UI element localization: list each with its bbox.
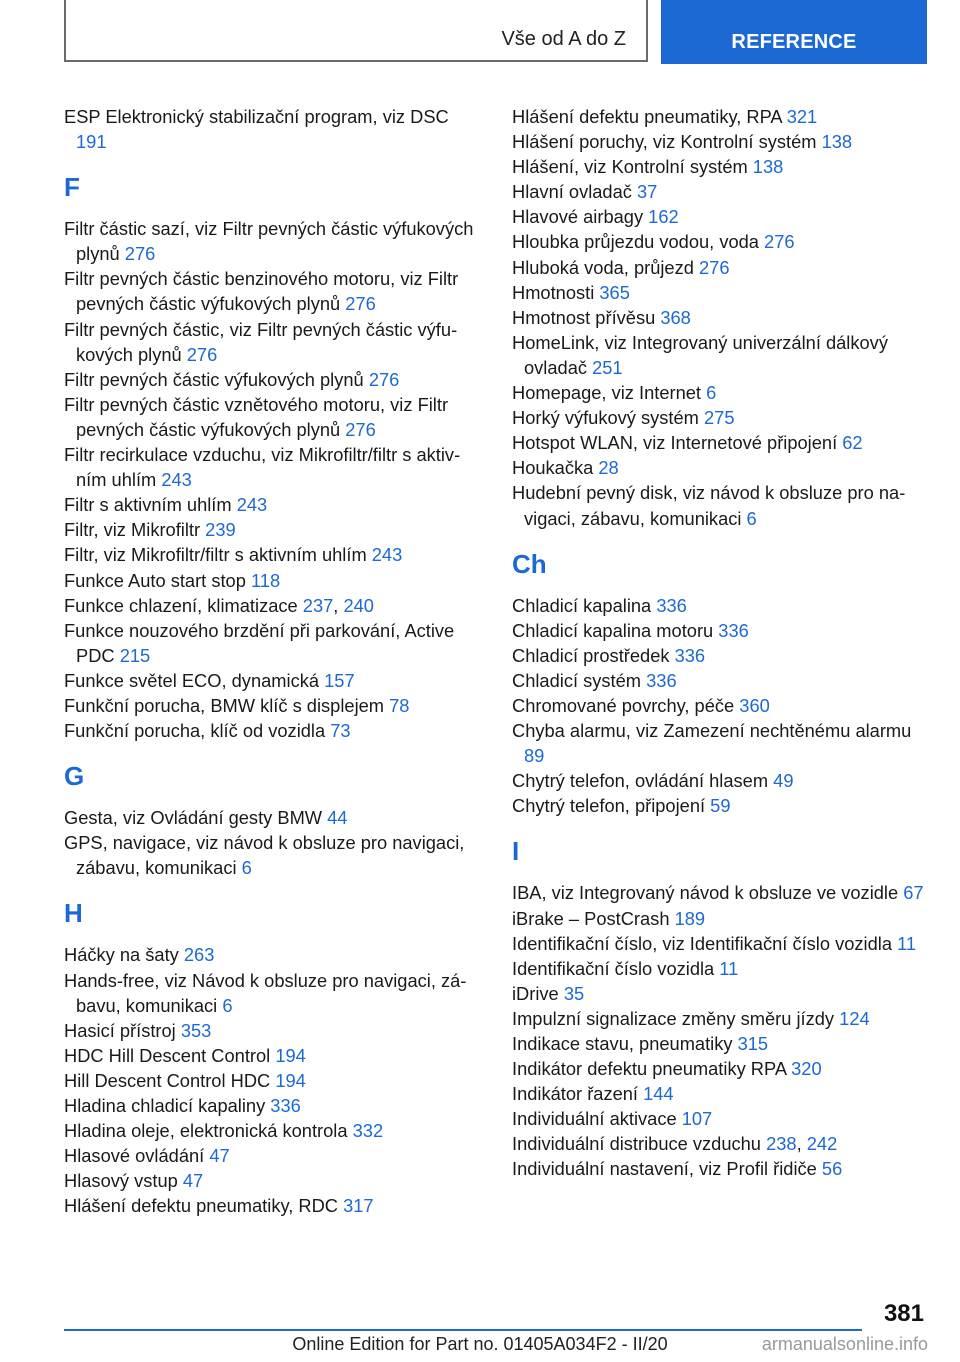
index-term: Hlášení defektu pneumatiky, RPA [512, 106, 787, 127]
index-term: Chyba alarmu, viz Zamezení nechtěnému alarmu [512, 720, 912, 742]
index-entry [512, 255, 932, 280]
index-term: Hladina oleje, elektronická kontrola [64, 1120, 353, 1142]
index-term: Identifikační číslo, viz Identifikační číslo vozidla [512, 932, 898, 954]
index-entry [512, 104, 932, 129]
page-link[interactable]: 360 [739, 694, 770, 716]
page-link[interactable]: 194 [275, 1069, 306, 1091]
index-entry [512, 618, 932, 643]
index-term: Funkce nouzového brzdění při parkování, Active PDC [64, 619, 455, 666]
page-link[interactable]: 365 [599, 281, 630, 303]
page-link[interactable]: 336 [674, 644, 706, 666]
page-link[interactable]: 11 [897, 932, 917, 954]
index-entry [512, 405, 932, 430]
index-term: Hlášení, viz Kontrolní systém [512, 156, 753, 178]
index-entry [64, 317, 484, 367]
index-letter-heading: F [64, 172, 80, 203]
page-link[interactable]: 276 [345, 418, 376, 440]
page-link[interactable]: 138 [821, 131, 853, 153]
index-entry [512, 330, 932, 380]
footer-divider [64, 1329, 862, 1331]
index-entry [64, 104, 484, 154]
page-link[interactable]: 336 [646, 669, 677, 691]
index-term: Hands-free, viz Návod k obsluze pro navigaci, zábavu, komunikaci [64, 969, 467, 1016]
index-term: Filtr částic sazí, viz Filtr pevných částic výfukových plynů [64, 218, 474, 265]
index-term: Chladicí kapalina motoru [512, 619, 719, 641]
index-entry [512, 129, 932, 154]
index-entry [64, 542, 484, 567]
index-term: Hmotnosti [512, 281, 600, 303]
index-term: Chytrý telefon, ovládání hlasem [512, 770, 774, 792]
page-link[interactable]: 320 [791, 1058, 822, 1080]
index-entry [64, 392, 484, 442]
index-letter-heading: I [512, 836, 520, 867]
index-entry [512, 643, 932, 668]
index-entry [64, 517, 484, 542]
page-link[interactable]: 276 [186, 343, 218, 365]
index-letter-heading: G [64, 761, 85, 792]
index-entry [512, 1031, 932, 1056]
index-term: Filtr pevných částic vznětového motoru, viz Filtr pevných částic výfukových plynů [64, 393, 449, 440]
page-link[interactable]: 243 [161, 469, 192, 491]
index-term: Indikátor defektu pneumatiky RPA [512, 1058, 792, 1080]
index-entry [512, 204, 932, 229]
index-entry [512, 768, 932, 793]
page-link[interactable]: 237 [302, 594, 334, 616]
page-link[interactable]: 56 [821, 1158, 843, 1180]
index-term: Hlasový vstup [64, 1170, 183, 1192]
index-entry [64, 1018, 484, 1043]
page-link[interactable]: 239 [205, 519, 236, 541]
page-link[interactable]: 276 [764, 231, 795, 253]
page-link[interactable]: 59 [710, 795, 731, 817]
page-link[interactable]: 215 [119, 644, 151, 666]
index-entry [512, 931, 932, 956]
page-link[interactable]: 28 [598, 457, 619, 479]
watermark: armanualsonline.info [761, 1334, 928, 1354]
index-entry [512, 1081, 932, 1106]
index-letter-heading: H [64, 898, 83, 929]
index-entry [64, 568, 484, 593]
index-entry [512, 906, 932, 931]
page-link[interactable]: 321 [786, 106, 818, 127]
index-entry [64, 216, 484, 266]
page-link[interactable]: 107 [681, 1108, 713, 1130]
index-term: Funkční porucha, klíč od vozidla [64, 720, 331, 742]
page-link[interactable]: 238 [766, 1133, 797, 1155]
page-link[interactable]: 49 [773, 770, 794, 792]
index-term: Hlášení poruchy, viz Kontrolní systém [512, 131, 822, 153]
page-link[interactable]: 251 [592, 356, 623, 378]
page-link[interactable]: 336 [656, 594, 687, 616]
index-entry [512, 305, 932, 330]
page-link[interactable]: 11 [719, 957, 739, 979]
index-entry [64, 805, 484, 830]
page-link[interactable]: 47 [209, 1145, 230, 1167]
index-term: Filtr pevných částic výfukových plynů [64, 368, 369, 390]
index-entry [64, 593, 484, 618]
index-term: Filtr, viz Mikrofiltr/filtr s aktivním uhlím [64, 544, 372, 566]
index-term: Filtr s aktivním uhlím [64, 494, 237, 516]
index-term: ESP Elektronický stabilizační program, viz DSC [64, 106, 449, 127]
index-column-right [512, 104, 932, 1182]
page-number: 381 [883, 1300, 924, 1327]
index-entry [64, 968, 484, 1018]
page-separator: , [333, 594, 344, 616]
page-link[interactable]: 240 [343, 594, 374, 616]
index-entry [64, 1093, 484, 1118]
index-entry [512, 1056, 932, 1081]
index-term: HomeLink, viz Integrovaný univerzální dálkový ovladač [512, 331, 888, 378]
index-entry [64, 618, 484, 668]
page-link[interactable]: 6 [706, 382, 717, 404]
page-link[interactable]: 275 [704, 407, 735, 429]
index-term: Hluboká voda, průjezd [512, 256, 699, 278]
index-term: GPS, navigace, viz návod k obsluze pro navigaci, zábavu, komunikaci [64, 832, 465, 879]
reference-tab[interactable]: REFERENCE [661, 0, 927, 64]
page-link[interactable]: 78 [389, 694, 410, 716]
page-link[interactable]: 6 [222, 994, 233, 1016]
index-entry [64, 266, 484, 316]
index-entry [512, 718, 932, 768]
page-link[interactable]: 138 [752, 156, 784, 178]
index-entry [512, 1131, 932, 1156]
page-link[interactable]: 276 [368, 368, 400, 390]
page-link[interactable]: 276 [699, 256, 730, 278]
index-term: Funkční porucha, BMW klíč s displejem [64, 694, 390, 716]
index-term: Hlášení defektu pneumatiky, RDC [64, 1195, 344, 1217]
page-link[interactable]: 242 [806, 1133, 838, 1155]
page-link[interactable]: 118 [250, 569, 281, 591]
index-term: Hill Descent Control HDC [64, 1069, 276, 1091]
page-link[interactable]: 368 [660, 306, 691, 328]
index-entry [64, 1193, 484, 1218]
index-entry [512, 430, 932, 455]
index-term: Filtr pevných částic, viz Filtr pevných částic výfukových plynů [64, 318, 458, 365]
index-entry [64, 492, 484, 517]
index-entry [512, 593, 932, 618]
index-entry [512, 693, 932, 718]
index-term: Funkce Auto start stop [64, 569, 251, 591]
index-column-left [64, 104, 484, 1218]
index-entry [64, 718, 484, 743]
index-term: Chromované povrchy, péče [512, 694, 740, 716]
page-link[interactable]: 353 [180, 1019, 212, 1041]
index-term: Indikátor řazení [512, 1083, 644, 1105]
index-term: Gesta, viz Ovládání gesty BMW [64, 807, 328, 829]
index-term: Hmotnost přívěsu [512, 306, 661, 328]
index-term: Hasicí přístroj [64, 1019, 181, 1041]
index-entry [512, 880, 932, 905]
index-entry [64, 1143, 484, 1168]
index-entry [512, 981, 932, 1006]
page-link[interactable]: 157 [324, 669, 355, 691]
index-term: Filtr recirkulace vzduchu, viz Mikrofiltr/filtr s aktivním uhlím [64, 444, 461, 491]
page-link[interactable]: 144 [643, 1083, 674, 1105]
page-link[interactable]: 276 [124, 243, 156, 265]
index-entry [64, 942, 484, 967]
index-term: Funkce chlazení, klimatizace [64, 594, 303, 616]
page-link[interactable]: 47 [182, 1170, 204, 1192]
page-link[interactable]: 336 [718, 619, 749, 641]
page-link[interactable]: 162 [648, 206, 679, 228]
index-term: Chytrý telefon, připojení [512, 795, 711, 817]
edition-note: Online Edition for Part no. 01405A034F2 - II/20 [292, 1334, 668, 1354]
index-entry [512, 280, 932, 305]
page-link[interactable]: 67 [903, 882, 924, 904]
index-term: Hloubka průjezdu vodou, voda [512, 231, 765, 253]
index-term: Hladina chladicí kapaliny [64, 1095, 271, 1116]
page-link[interactable]: 243 [236, 494, 268, 516]
page-link[interactable]: 35 [563, 982, 585, 1004]
index-term: Chladicí systém [512, 669, 647, 691]
page-link[interactable]: 194 [275, 1044, 306, 1066]
page-separator: , [796, 1133, 807, 1155]
page-link[interactable]: 332 [352, 1120, 384, 1142]
page-link[interactable]: 37 [637, 181, 658, 203]
section-title: Vše od A do Z [501, 28, 626, 50]
index-term: Háčky na šaty [64, 944, 184, 966]
index-term: Chladicí prostředek [512, 644, 675, 666]
page-link[interactable]: 124 [839, 1007, 870, 1029]
index-entry [64, 830, 484, 880]
index-term: IBA, viz Integrovaný návod k obsluze ve vozidle [512, 882, 904, 904]
page-link[interactable]: 243 [371, 544, 403, 566]
page-link[interactable]: 73 [330, 720, 351, 742]
index-entry [512, 154, 932, 179]
index-term: Individuální distribuce vzduchu [512, 1133, 767, 1155]
page-link[interactable]: 315 [737, 1033, 769, 1054]
index-term: iDrive [512, 982, 564, 1004]
index-term: Indikace stavu, pneumatiky [512, 1033, 738, 1054]
index-entry [512, 179, 932, 204]
page-link[interactable]: 62 [842, 432, 863, 454]
index-term: Chladicí kapalina [512, 594, 657, 616]
index-entry [512, 380, 932, 405]
page-link[interactable]: 263 [183, 944, 215, 966]
index-entry [512, 480, 932, 530]
index-term: Filtr, viz Mikrofiltr [64, 519, 206, 541]
index-entry [64, 1118, 484, 1143]
index-term: Houkačka [512, 457, 599, 479]
page-link[interactable]: 44 [327, 807, 348, 829]
index-entry [64, 1068, 484, 1093]
index-entry [512, 229, 932, 254]
index-term: Hlavní ovladač [512, 181, 637, 203]
index-entry [512, 1106, 932, 1131]
index-term: HDC Hill Descent Control [64, 1044, 276, 1066]
index-entry [64, 693, 484, 718]
page-link[interactable]: 317 [343, 1195, 374, 1217]
index-entry [512, 455, 932, 480]
index-term: Identifikační číslo vozidla [512, 957, 720, 979]
index-term: Hotspot WLAN, viz Internetové připojení [512, 432, 843, 454]
page-link[interactable]: 6 [241, 857, 252, 879]
index-entry [64, 1168, 484, 1193]
index-term: Hlavové airbagy [512, 206, 649, 228]
index-entry [512, 793, 932, 818]
index-term: Impulzní signalizace změny směru jízdy [512, 1007, 840, 1029]
index-term: Hlasové ovládání [64, 1145, 210, 1167]
index-term: Individuální nastavení, viz Profil řidiče [512, 1158, 822, 1180]
section-tab [64, 0, 648, 62]
index-entry [512, 1006, 932, 1031]
index-term: Homepage, viz Internet [512, 382, 707, 404]
page-link[interactable]: 189 [674, 907, 706, 929]
page-link[interactable]: 276 [345, 293, 376, 315]
index-term: Funkce světel ECO, dynamická [64, 669, 325, 691]
index-entry [64, 668, 484, 693]
index-term: Horký výfukový systém [512, 407, 704, 429]
index-term: Filtr pevných částic benzinového motoru, viz Filtr pevných částic výfukových plynů [64, 268, 459, 315]
index-term: Hudební pevný disk, viz návod k obsluze pro navigaci, zábavu, komunikaci [512, 482, 906, 529]
index-entry [512, 1156, 932, 1181]
page-link[interactable]: 191 [76, 131, 107, 153]
page-header [64, 0, 927, 64]
index-term: Individuální aktivace [512, 1108, 682, 1130]
index-letter-heading: Ch [512, 548, 547, 579]
page-link[interactable]: 6 [746, 507, 757, 529]
index-entry [64, 367, 484, 392]
index-term: iBrake – PostCrash [512, 907, 675, 929]
index-entry [64, 442, 484, 492]
page-link[interactable]: 89 [524, 745, 545, 767]
page-link[interactable]: 336 [270, 1095, 301, 1116]
index-entry [512, 956, 932, 981]
index-entry [64, 1043, 484, 1068]
index-entry [512, 668, 932, 693]
